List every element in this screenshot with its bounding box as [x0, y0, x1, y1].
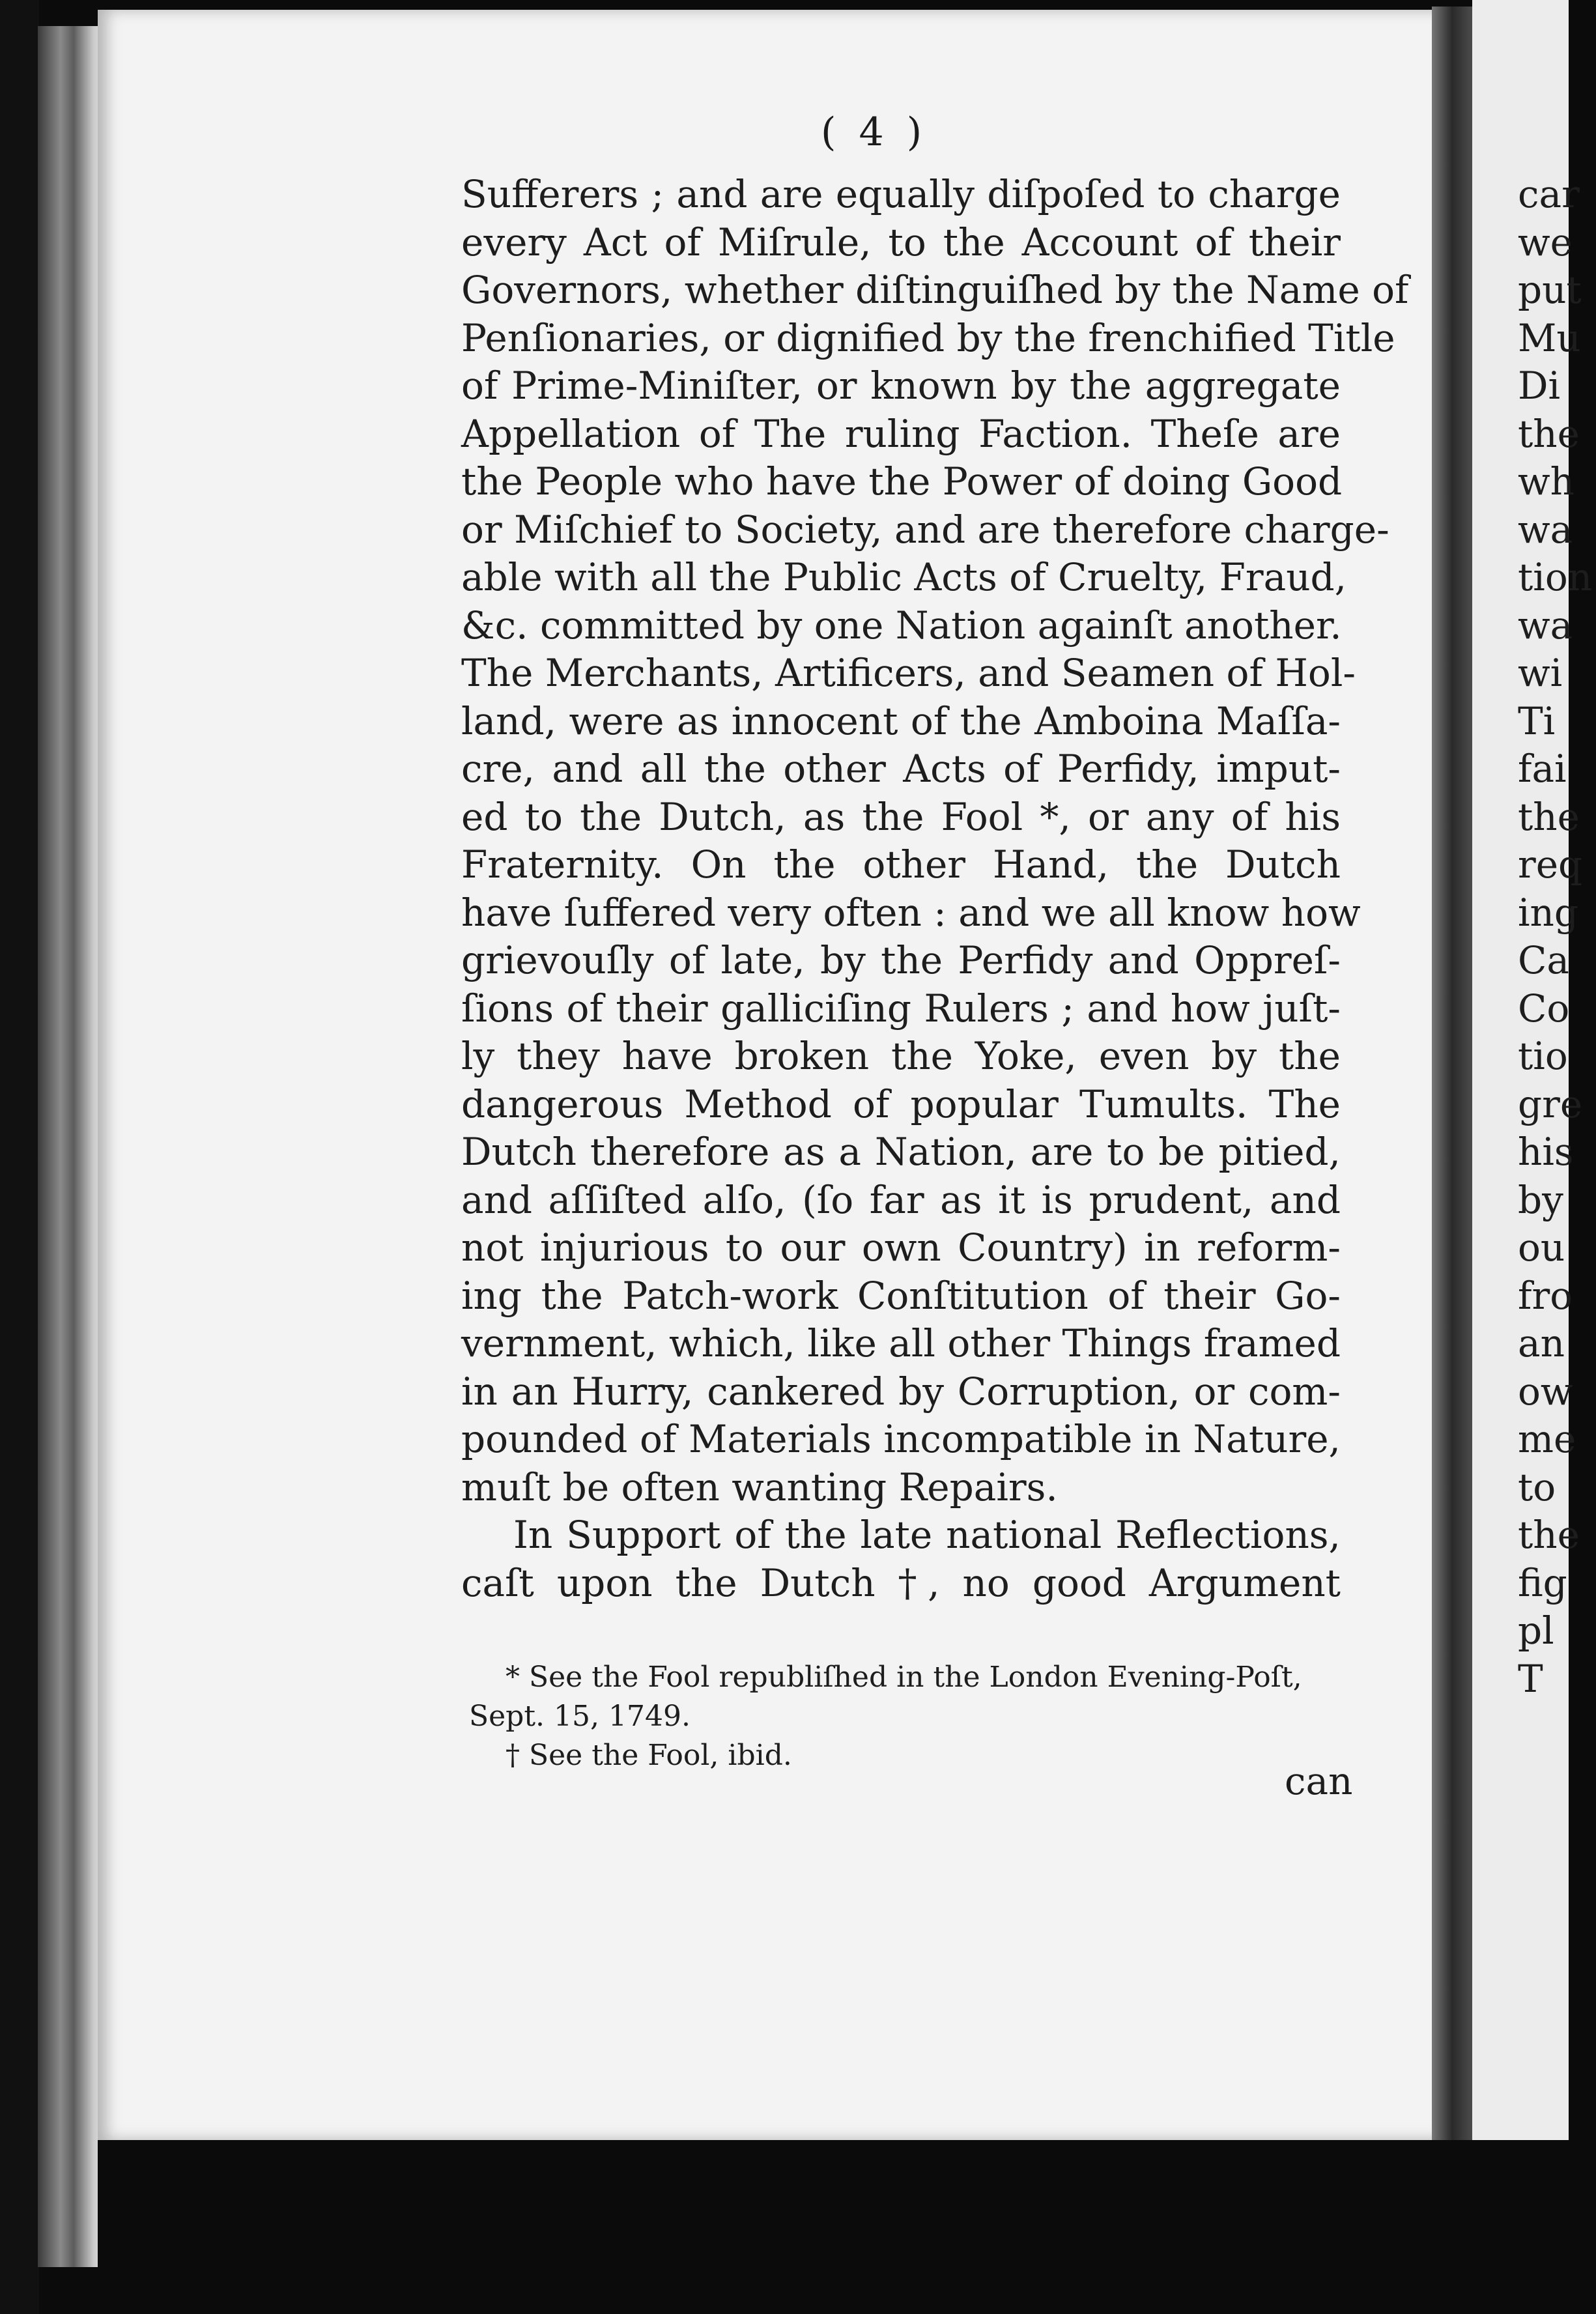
text-line: and aſſiſted alſo, (ſo far as it is prudent, and	[461, 1177, 1341, 1222]
footnote-line: * See the Fool republiſhed in the London Evening-Poſt,	[506, 1661, 1302, 1694]
fragment: me	[1518, 1417, 1576, 1461]
fragment: the	[1518, 411, 1580, 456]
fragment: gre	[1518, 1081, 1583, 1126]
fragment: tio	[1518, 1034, 1568, 1078]
fragment: by	[1518, 1177, 1563, 1222]
text-line: able with all the Public Acts of Cruelty, Fraud,	[461, 555, 1347, 599]
fragment: we	[1518, 220, 1573, 264]
text-line: pounded of Materials incompatible in Nature,	[461, 1417, 1341, 1461]
text-line: &c. committed by one Nation againſt another.	[461, 603, 1342, 648]
text-line: ly they have broken the Yoke, even by the	[461, 1034, 1341, 1078]
fragment: ow	[1518, 1369, 1573, 1414]
footnote-line: † See the Fool, ibid.	[506, 1739, 792, 1772]
fragment: Ca	[1518, 938, 1569, 982]
fragment: pl	[1518, 1608, 1554, 1653]
text-line: ed to the Dutch, as the Fool *, or any of his	[461, 794, 1341, 839]
text-line: In Support of the late national Reflections,	[513, 1513, 1341, 1557]
footnotes	[469, 1658, 1348, 1775]
fragment: wi	[1518, 651, 1563, 695]
fragment: fro	[1518, 1273, 1573, 1318]
facing-page-text-fragments	[1518, 171, 1596, 1703]
fragment: Co	[1518, 986, 1570, 1031]
book-binding-gutter	[38, 26, 103, 2267]
scan-background-left	[0, 0, 39, 2314]
text-line: or Miſchief to Society, and are therefore charge-	[461, 507, 1389, 552]
fragment: the	[1518, 1513, 1580, 1557]
fragment: ing	[1518, 890, 1579, 935]
text-line: Governors, whether diſtinguiſhed by the Name of	[461, 268, 1409, 312]
text-line: caſt upon the Dutch †, no good Argument	[461, 1560, 1341, 1605]
text-line: ſions of their galliciſing Rulers ; and how juſt-	[461, 986, 1341, 1031]
text-line: land, were as innocent of the Amboina Maſſa-	[461, 698, 1341, 743]
page-number: ( 4 )	[821, 109, 928, 155]
page-body-text	[461, 171, 1409, 1607]
text-line: The Merchants, Artificers, and Seamen of Hol-	[461, 651, 1356, 695]
fragment: wa	[1518, 603, 1573, 648]
fragment: tion	[1518, 555, 1593, 599]
text-line: Appellation of The ruling Faction. Theſe are	[461, 411, 1341, 456]
text-line: have ſuffered very often : and we all know how	[461, 890, 1361, 935]
fragment: the	[1518, 794, 1580, 839]
text-line: muſt be often wanting Repairs.	[461, 1464, 1058, 1509]
fragment: fig	[1518, 1560, 1567, 1605]
fragment: wa	[1518, 507, 1573, 552]
text-line: the People who have the Power of doing Good	[461, 459, 1343, 504]
text-line: grievouſly of late, by the Perfidy and Oppreſ-	[461, 938, 1341, 982]
text-line: dangerous Method of popular Tumults. The	[461, 1081, 1341, 1126]
catchword: can	[1285, 1759, 1353, 1803]
text-line: Dutch therefore as a Nation, are to be pitied,	[461, 1130, 1341, 1174]
text-line: Penſionaries, or dignified by the frenchified Title	[461, 315, 1395, 360]
text-line: not injurious to our own Country) in reform-	[461, 1225, 1341, 1270]
text-line: Sufferers ; and are equally diſpoſed to charge	[461, 172, 1341, 216]
fragment: Ti	[1518, 698, 1556, 743]
fragment: car	[1518, 172, 1580, 216]
text-line: of Prime-Miniſter, or known by the aggregate	[461, 364, 1341, 408]
text-line: in an Hurry, cankered by Corruption, or com-	[461, 1369, 1341, 1414]
text-line: cre, and all the other Acts of Perfidy, imput-	[461, 747, 1341, 791]
fragment: to	[1518, 1464, 1556, 1509]
scan-background-bottom	[98, 2140, 1569, 2314]
text-line: every Act of Miſrule, to the Account of their	[461, 220, 1341, 264]
fragment: fai	[1518, 747, 1567, 791]
fragment: req	[1518, 842, 1583, 887]
footnote-line: Sept. 15, 1749.	[469, 1700, 691, 1733]
fragment: T	[1518, 1656, 1543, 1701]
fragment: wh	[1518, 459, 1575, 504]
fragment: put	[1518, 268, 1582, 312]
text-line: vernment, which, like all other Things framed	[461, 1321, 1341, 1365]
text-line: ing the Patch-work Conſtitution of their Go-	[461, 1273, 1341, 1318]
text-line: Fraternity. On the other Hand, the Dutch	[461, 842, 1341, 887]
fragment: Mu	[1518, 315, 1581, 360]
page-fold-shadow	[1432, 7, 1477, 2156]
fragment: his	[1518, 1130, 1574, 1174]
fragment: an	[1518, 1321, 1565, 1365]
fragment: Di	[1518, 364, 1561, 408]
fragment: ou	[1518, 1225, 1565, 1270]
